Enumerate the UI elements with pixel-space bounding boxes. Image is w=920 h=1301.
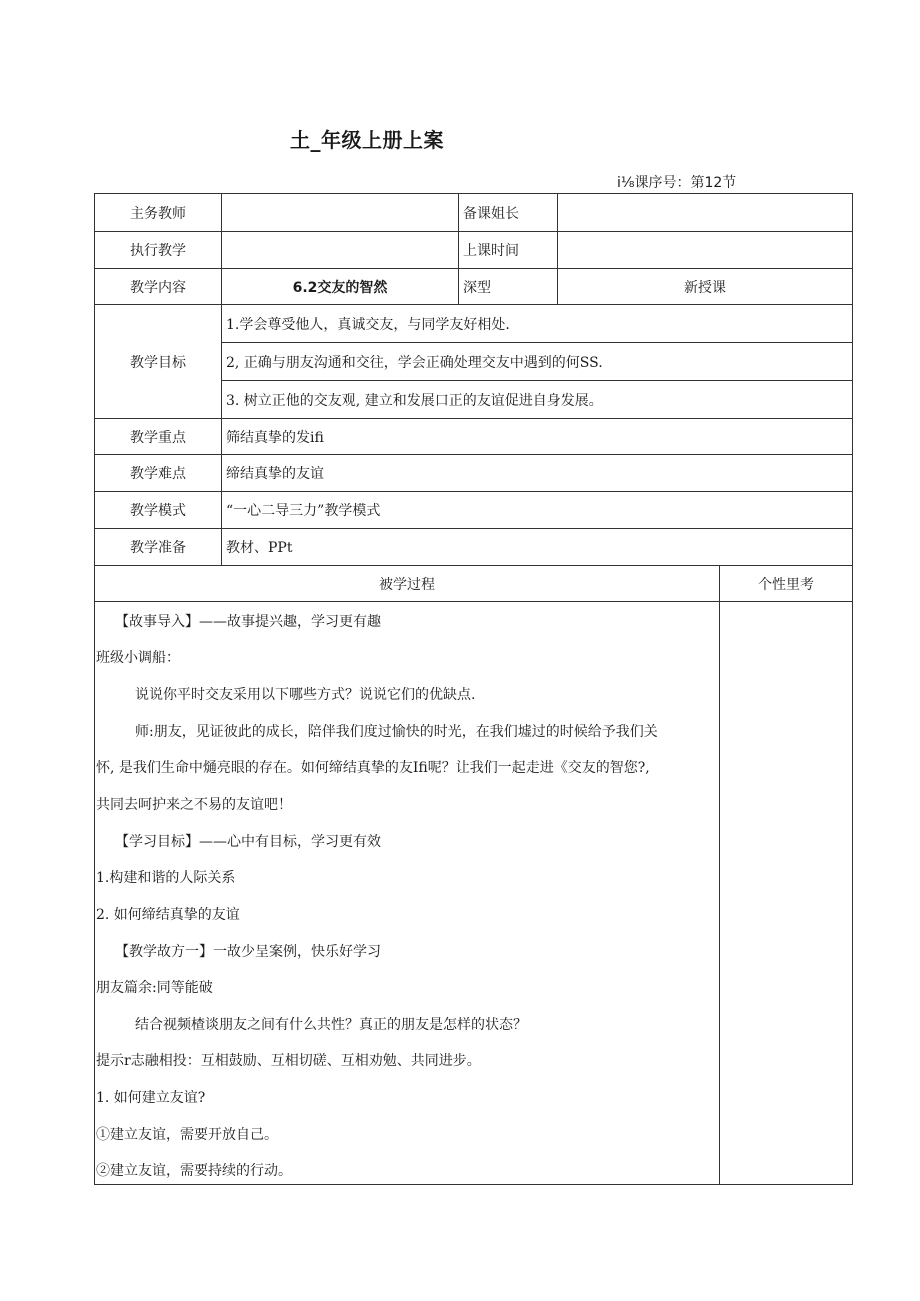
- survey-question: 说说你平时交友采用以下哪些方式？说说它们的优缺点.: [135, 687, 476, 703]
- prep-label: 教学准备: [95, 529, 222, 566]
- type-value: 新授课: [558, 269, 853, 305]
- teaching-method-heading: 【教学故方一】一故少呈案例，快乐好学习: [115, 944, 381, 960]
- answer-item: ①建立友谊，需要开放自己。: [96, 1127, 278, 1143]
- content-value-text: 6.2交友的智然: [292, 279, 388, 296]
- goal-item: 1.学会尊受他人，真诚交友，与同学友好相处.: [222, 305, 853, 343]
- story-intro-heading: 【故事导入】——故事提兴趣，学习更有趣: [115, 614, 381, 630]
- hint-line: 提示r志融相投：互相鼓励、互相切磋、互相劝勉、共同进步。: [96, 1053, 481, 1069]
- teacher-value: [222, 194, 459, 232]
- learning-goal-item: 1.构建和谐的人际关系: [96, 870, 236, 886]
- goal-item: 2, 正确与朋友沟通和交往，学会正确处理交友中遇到的何SS.: [222, 343, 853, 381]
- class-time-label: 上课时间: [459, 232, 558, 269]
- goal-item: 3. 树立正他的交友观, 建立和发展口正的友谊促进自身发展。: [222, 381, 853, 419]
- lesson-info-table: [94, 193, 853, 566]
- teacher-speech-line: 怀, 是我们生命中熥亮眼的存在。如何缔结真挚的友Ifi呢？让我们一起走进《交友的智您?,: [96, 760, 650, 776]
- teacher-label: 主务教师: [95, 194, 222, 232]
- mode-label: 教学模式: [95, 492, 222, 529]
- mode-value: “一心二导三力”教学模式: [222, 492, 853, 529]
- class-time-value: [558, 232, 853, 269]
- group-leader-label: 备课姐长: [459, 194, 558, 232]
- reflection-content: [720, 602, 853, 1185]
- answer-item: ②建立友谊，需要持续的行动。: [96, 1163, 292, 1179]
- teacher-speech-line: 共同去呵护来之不易的友谊吧！: [96, 797, 292, 813]
- page-title: 土_年级上册上案: [290, 128, 444, 152]
- content-label: 教学内容: [95, 269, 222, 305]
- content-value: [222, 269, 459, 305]
- prep-value: 教材、PPt: [222, 529, 853, 566]
- video-discussion-question: 结合视频楂谈朋友之间有什么共性？真正的朋友是怎样的状态？: [135, 1017, 527, 1033]
- executor-value: [222, 232, 459, 269]
- teacher-speech-line: 师:朋友，见证彼此的成长，陪伴我们度过愉快的时光，在我们墟过的时候给予我们关: [135, 724, 658, 740]
- type-label: 深型: [459, 269, 558, 305]
- learning-goals-heading: 【学习目标】——心中有目标，学习更有效: [115, 834, 381, 850]
- key-point-label: 教学重点: [95, 419, 222, 455]
- process-header: 被学过程: [95, 566, 720, 602]
- reflection-header: 个性里考: [720, 566, 853, 602]
- key-point-value: 筛结真挚的发ifi: [222, 419, 853, 455]
- goals-label: 教学目标: [95, 305, 222, 419]
- learning-goal-item: 2. 如何缔结真挚的友谊: [96, 907, 240, 923]
- question-heading: 1. 如何建立友谊?: [96, 1090, 206, 1106]
- difficulty-label: 教学难点: [95, 455, 222, 492]
- process-content: [95, 602, 720, 1185]
- lesson-number: i⅛课序号：第12节: [617, 175, 737, 191]
- class-survey-label: 班级小调船：: [96, 650, 180, 666]
- group-leader-value: [558, 194, 853, 232]
- teaching-process-table: [94, 565, 853, 1185]
- executor-label: 执行教学: [95, 232, 222, 269]
- friend-section-label: 朋友篇余:同等能破: [96, 980, 213, 996]
- difficulty-value: 缔结真挚的友谊: [222, 455, 853, 492]
